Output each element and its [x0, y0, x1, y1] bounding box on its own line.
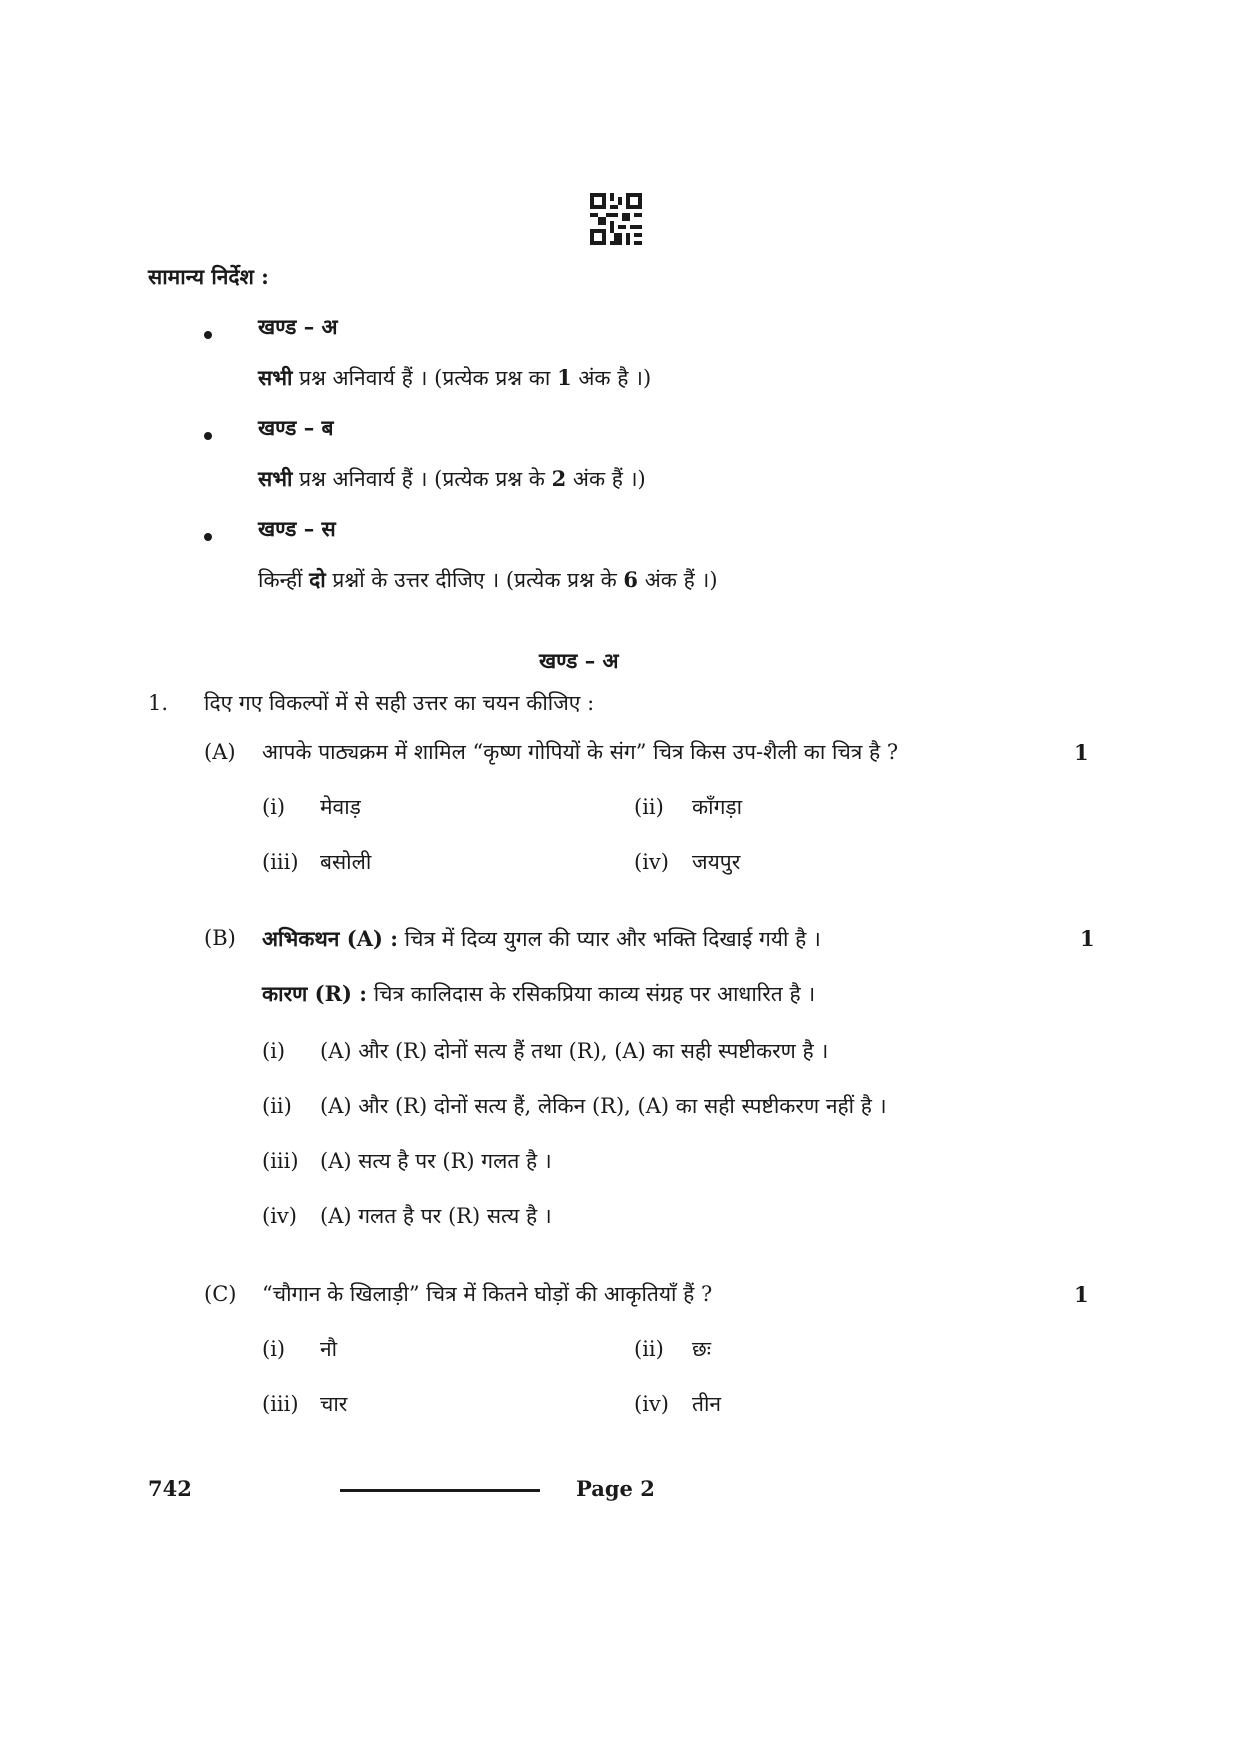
page-number: Page 2 [576, 1476, 655, 1501]
instruction-line: सभी प्रश्न अनिवार्य हैं । (प्रत्येक प्रश्न का 1 अंक है ।) [258, 365, 652, 390]
option-number: (iii) [262, 850, 299, 874]
option-text: (A) सत्य है पर (R) गलत है । [320, 1149, 552, 1173]
instruction-line: किन्हीं दो प्रश्नों के उत्तर दीजिए । (प्रत्येक प्रश्न के 6 अंक हैं ।) [258, 567, 718, 592]
option-number: (i) [262, 795, 286, 819]
option-number: (iii) [262, 1392, 299, 1416]
footer-rule [340, 1489, 540, 1492]
part-question: आपके पाठ्यक्रम में शामिल “कृष्ण गोपियों के संग” चित्र किस उप-शैली का चित्र है ? [262, 740, 899, 764]
paper-code: 742 [148, 1476, 192, 1501]
part-label: (B) [204, 926, 236, 950]
option-text: जयपुर [692, 850, 741, 874]
section-label: खण्ड – स [258, 516, 336, 541]
part-question: “चौगान के खिलाड़ी” चित्र में कितने घोड़ों की आकृतियाँ हैं ? [262, 1282, 713, 1306]
part-label: (C) [204, 1282, 237, 1306]
question-prompt: दिए गए विकल्पों में से सही उत्तर का चयन कीजिए : [204, 691, 595, 715]
section-label: खण्ड – ब [258, 415, 334, 440]
option-text: (A) और (R) दोनों सत्य हैं, लेकिन (R), (A) का सही स्पष्टीकरण नहीं है । [320, 1094, 887, 1118]
option-text: तीन [692, 1392, 722, 1416]
option-number: (i) [262, 1039, 286, 1063]
assertion-line: अभिकथन (A) : चित्र में दिव्य युगल की प्यार और भक्ति दिखाई गयी है । [262, 926, 821, 951]
marks: 1 [1074, 740, 1089, 765]
bullet-icon [204, 331, 212, 339]
option-text: काँगड़ा [692, 795, 743, 819]
option-text: छः [692, 1337, 711, 1361]
question-number: 1. [148, 691, 169, 715]
option-number: (iii) [262, 1149, 299, 1173]
instructions-heading: सामान्य निर्देश : [148, 264, 269, 289]
option-number: (iv) [262, 1204, 297, 1228]
marks: 1 [1074, 1282, 1089, 1307]
section-heading: खण्ड – अ [539, 648, 619, 673]
option-text: मेवाड़ [320, 795, 361, 819]
bullet-icon [204, 533, 212, 541]
section-label: खण्ड – अ [258, 314, 338, 339]
option-text: नौ [320, 1337, 338, 1361]
option-text: चार [320, 1392, 348, 1416]
option-number: (i) [262, 1337, 286, 1361]
option-text: बसोली [320, 850, 372, 874]
instruction-line: सभी प्रश्न अनिवार्य हैं । (प्रत्येक प्रश्न के 2 अंक हैं ।) [258, 466, 646, 491]
option-number: (iv) [634, 1392, 669, 1416]
reason-line: कारण (R) : चित्र कालिदास के रसिकप्रिया काव्य संग्रह पर आधारित है । [262, 981, 816, 1006]
option-number: (ii) [634, 795, 664, 819]
option-text: (A) और (R) दोनों सत्य हैं तथा (R), (A) का सही स्पष्टीकरण है । [320, 1039, 829, 1063]
option-number: (ii) [634, 1337, 664, 1361]
option-text: (A) गलत है पर (R) सत्य है । [320, 1204, 552, 1228]
option-number: (ii) [262, 1094, 292, 1118]
qr-code [590, 193, 642, 245]
option-number: (iv) [634, 850, 669, 874]
marks: 1 [1080, 926, 1095, 951]
bullet-icon [204, 432, 212, 440]
part-label: (A) [204, 740, 236, 764]
